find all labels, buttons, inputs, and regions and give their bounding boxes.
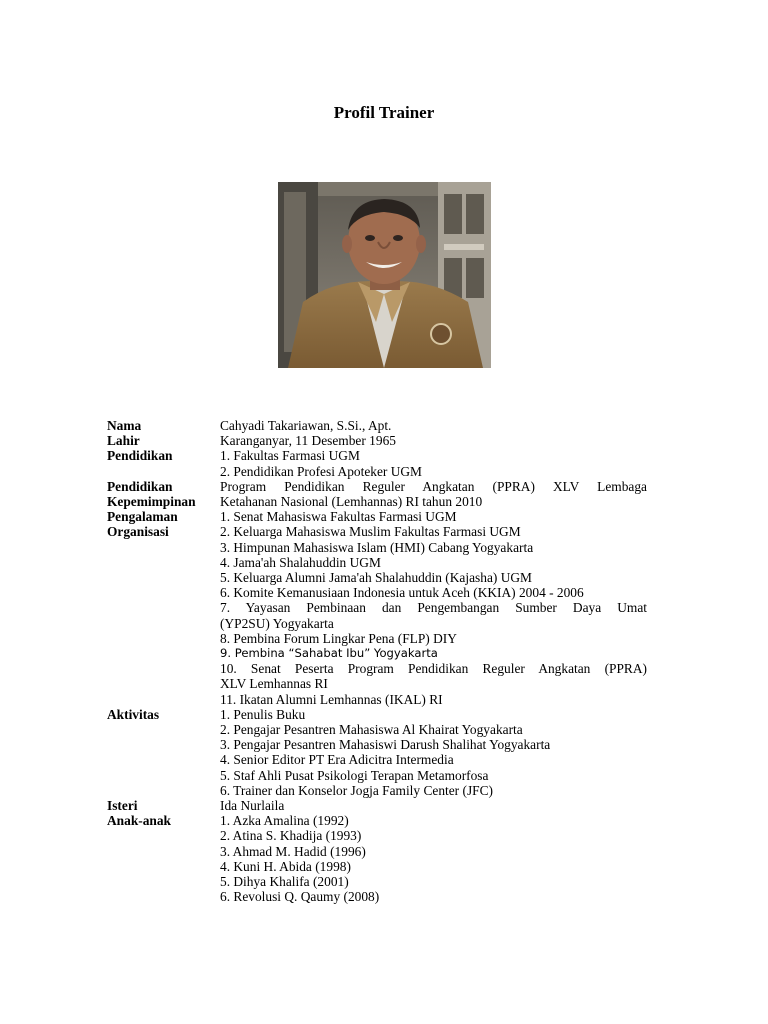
organisasi-label-line: Organisasi xyxy=(107,524,169,540)
aktivitas-label: Aktivitas xyxy=(107,706,160,722)
list-item: 11. Ikatan Alumni Lemhannas (IKAL) RI xyxy=(220,691,443,707)
anak-list xyxy=(220,813,647,904)
portrait-photo xyxy=(278,182,491,368)
isteri-value: Ida Nurlaila xyxy=(220,798,285,814)
list-item: 5. Keluarga Alumni Jama'ah Shalahuddin (Kajasha) UGM xyxy=(220,570,532,586)
kepemimpinan-label xyxy=(107,479,220,509)
kepemimpinan-label-line: Kepemimpinan xyxy=(107,494,196,510)
list-item: 2. Keluarga Mahasiswa Muslim Fakultas Farmasi UGM xyxy=(220,524,521,540)
organisasi-label-line: Pengalaman xyxy=(107,509,178,525)
pendidikan-list xyxy=(220,448,647,478)
page-title: Profil Trainer xyxy=(333,103,435,122)
list-item: 5. Dihya Khalifa (2001) xyxy=(220,874,349,890)
profile-row-anak xyxy=(107,813,647,904)
profile-table xyxy=(107,418,647,905)
list-item: 6. Komite Kemanusiaan Indonesia untuk Aceh (KKIA) 2004 - 2006 xyxy=(220,585,584,601)
lahir-label: Lahir xyxy=(107,433,140,449)
profile-row-isteri xyxy=(107,798,647,813)
profile-row-pendidikan xyxy=(107,448,647,478)
kepemimpinan-label-line: Pendidikan xyxy=(107,478,173,494)
text-line: Ketahanan Nasional (Lemhannas) RI tahun 2010 xyxy=(220,494,483,510)
pendidikan-label: Pendidikan xyxy=(107,448,173,464)
list-item-continuation: (YP2SU) Yogyakarta xyxy=(220,615,334,631)
isteri-label: Isteri xyxy=(107,798,138,814)
list-item: 3. Ahmad M. Hadid (1996) xyxy=(220,843,366,859)
list-item: 4. Jama'ah Shalahuddin UGM xyxy=(220,554,381,570)
list-item: 2. Atina S. Khadija (1993) xyxy=(220,828,362,844)
kepemimpinan-value xyxy=(220,479,647,509)
list-item: 6. Revolusi Q. Qaumy (2008) xyxy=(220,889,380,905)
list-item: 1. Fakultas Farmasi UGM xyxy=(220,448,360,464)
list-item: 2. Pengajar Pesantren Mahasiswa Al Khairat Yogyakarta xyxy=(220,722,523,738)
list-item: 3. Himpunan Mahasiswa Islam (HMI) Cabang Yogyakarta xyxy=(220,539,534,555)
list-item: 5. Staf Ahli Pusat Psikologi Terapan Metamorfosa xyxy=(220,767,489,783)
profile-row-organisasi xyxy=(107,509,647,707)
list-item-continuation: XLV Lemhannas RI xyxy=(220,676,328,692)
list-item: 1. Azka Amalina (1992) xyxy=(220,813,349,829)
list-item: 1. Senat Mahasiswa Fakultas Farmasi UGM xyxy=(220,509,457,525)
list-item: 7. Yayasan Pembinaan dan Pengembangan Sumber Daya Umat xyxy=(220,600,647,616)
list-item: 9. Pembina “Sahabat Ibu” Yogyakarta xyxy=(220,646,438,661)
list-item: 1. Penulis Buku xyxy=(220,706,306,722)
organisasi-label xyxy=(107,509,220,707)
profile-row-nama xyxy=(107,418,647,433)
profile-row-lahir xyxy=(107,433,647,448)
list-item: 10. Senat Peserta Program Pendidikan Reguler Angkatan (PPRA) xyxy=(220,661,647,677)
nama-value: Cahyadi Takariawan, S.Si., Apt. xyxy=(220,418,392,433)
aktivitas-list xyxy=(220,707,647,798)
organisasi-list xyxy=(220,509,647,707)
list-item: 4. Kuni H. Abida (1998) xyxy=(220,858,351,874)
profile-row-aktivitas xyxy=(107,707,647,798)
anak-label: Anak-anak xyxy=(107,813,172,829)
profile-row-kepemimpinan xyxy=(107,479,647,509)
lahir-value: Karanganyar, 11 Desember 1965 xyxy=(220,433,396,449)
list-item: 4. Senior Editor PT Era Adicitra Intermedia xyxy=(220,752,454,768)
list-item: 2. Pendidikan Profesi Apoteker UGM xyxy=(220,463,422,479)
text-line: Program Pendidikan Reguler Angkatan (PPRA) XLV Lembaga xyxy=(220,478,647,494)
nama-label: Nama xyxy=(107,418,142,433)
list-item: 3. Pengajar Pesantren Mahasiswi Darush Shalihat Yogyakarta xyxy=(220,737,551,753)
list-item: 8. Pembina Forum Lingkar Pena (FLP) DIY xyxy=(220,630,457,646)
list-item: 6. Trainer dan Konselor Jogja Family Center (JFC) xyxy=(220,782,493,798)
